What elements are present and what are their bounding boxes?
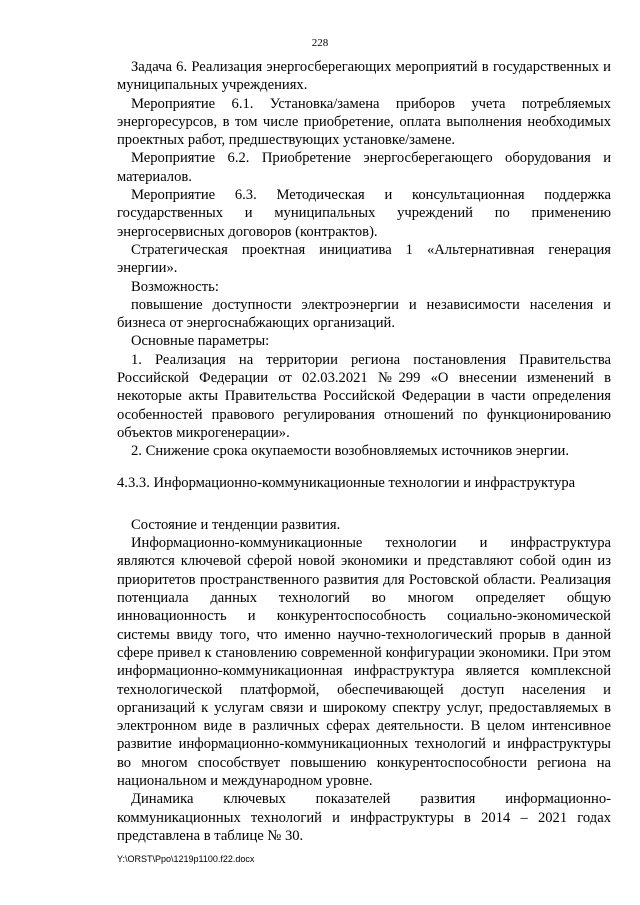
paragraph-state-trends: Состояние и тенденции развития. (131, 516, 341, 533)
spacer (117, 492, 611, 516)
paragraph-main-parameters-label: Основные параметры: (131, 333, 270, 350)
paragraph-strategic-initiative: Стратегическая проектная инициатива 1 «Альтернативная генерация энергии». (117, 241, 611, 277)
document-body (117, 58, 611, 845)
paragraph-measure-6-2: Мероприятие 6.2. Приобретение энергосберегающего оборудования и материалов. (117, 150, 611, 185)
page-number: 228 (311, 37, 329, 49)
paragraph-measure-6-1: Мероприятие 6.1. Установка/замена приборов учета потребляемых энергоресурсов, в том числе приобретение, оплата выполнения необходимых проектных работ, предшествующих установке/замене. (117, 95, 611, 149)
paragraph-opportunity-text: повышение доступности электроэнергии и независимости населения и бизнеса от энергоснабжающих организаций. (117, 296, 611, 332)
paragraph-ict-description: Информационно-коммуникационные технологии и инфраструктура являются ключевой сферой новой экономики и представляют собой один из приоритетов пространственного развития для Ростовской области. Реализация потенциала данных технологий во многом определяет общую инновационность и конкурентоспособность социально-экономической системы ввиду того, что именно научно-технологический прорыв в данной сфере привел к становлению современной конфигурации экономики. При этом информационно-коммуникационная инфраструктура является комплексной технологической платформой, обеспечивающей доступ населения и организаций к услугам связи и широкому спектру услуг, предоставляемых в электронном виде в различных сферах деятельности. В целом интенсивное развитие информационно-коммуникационных технологий и инфраструктуры во многом способствует повышению конкурентоспособности региона на национальном и международном уровне. (117, 535, 611, 789)
paragraph-parameter-2: 2. Снижение срока окупаемости возобновляемых источников энергии. (131, 443, 569, 460)
paragraph-measure-6-3: Мероприятие 6.3. Методическая и консультационная поддержка государственных и муниципальных учреждений по применению энергосервисных договоров (контрактов). (117, 187, 611, 240)
paragraph-dynamics: Динамика ключевых показателей развития информационно-коммуникационных технологий и инфраструктуры в 2014 – 2021 годах представлена в таблице № 30. (117, 791, 611, 844)
footer-file-path: Y:\ORST\Ppo\1219p1100.f22.docx (117, 854, 255, 864)
paragraph-task-6: Задача 6. Реализация энергосберегающих мероприятий в государственных и муниципальных учреждениях. (117, 59, 611, 94)
paragraph-parameter-1: 1. Реализация на территории региона постановления Правительства Российской Федерации от 02.03.2021 №299 «О внесении изменений в некоторые акты Правительства Российской Федерации в части определения особенностей правового регулирования отношений по функционированию объектов микрогенерации». (117, 351, 611, 441)
section-heading: 4.3.3. Информационно-коммуникационные технологии и инфраструктура (117, 474, 576, 491)
paragraph-opportunity-label: Возможность: (131, 278, 219, 295)
